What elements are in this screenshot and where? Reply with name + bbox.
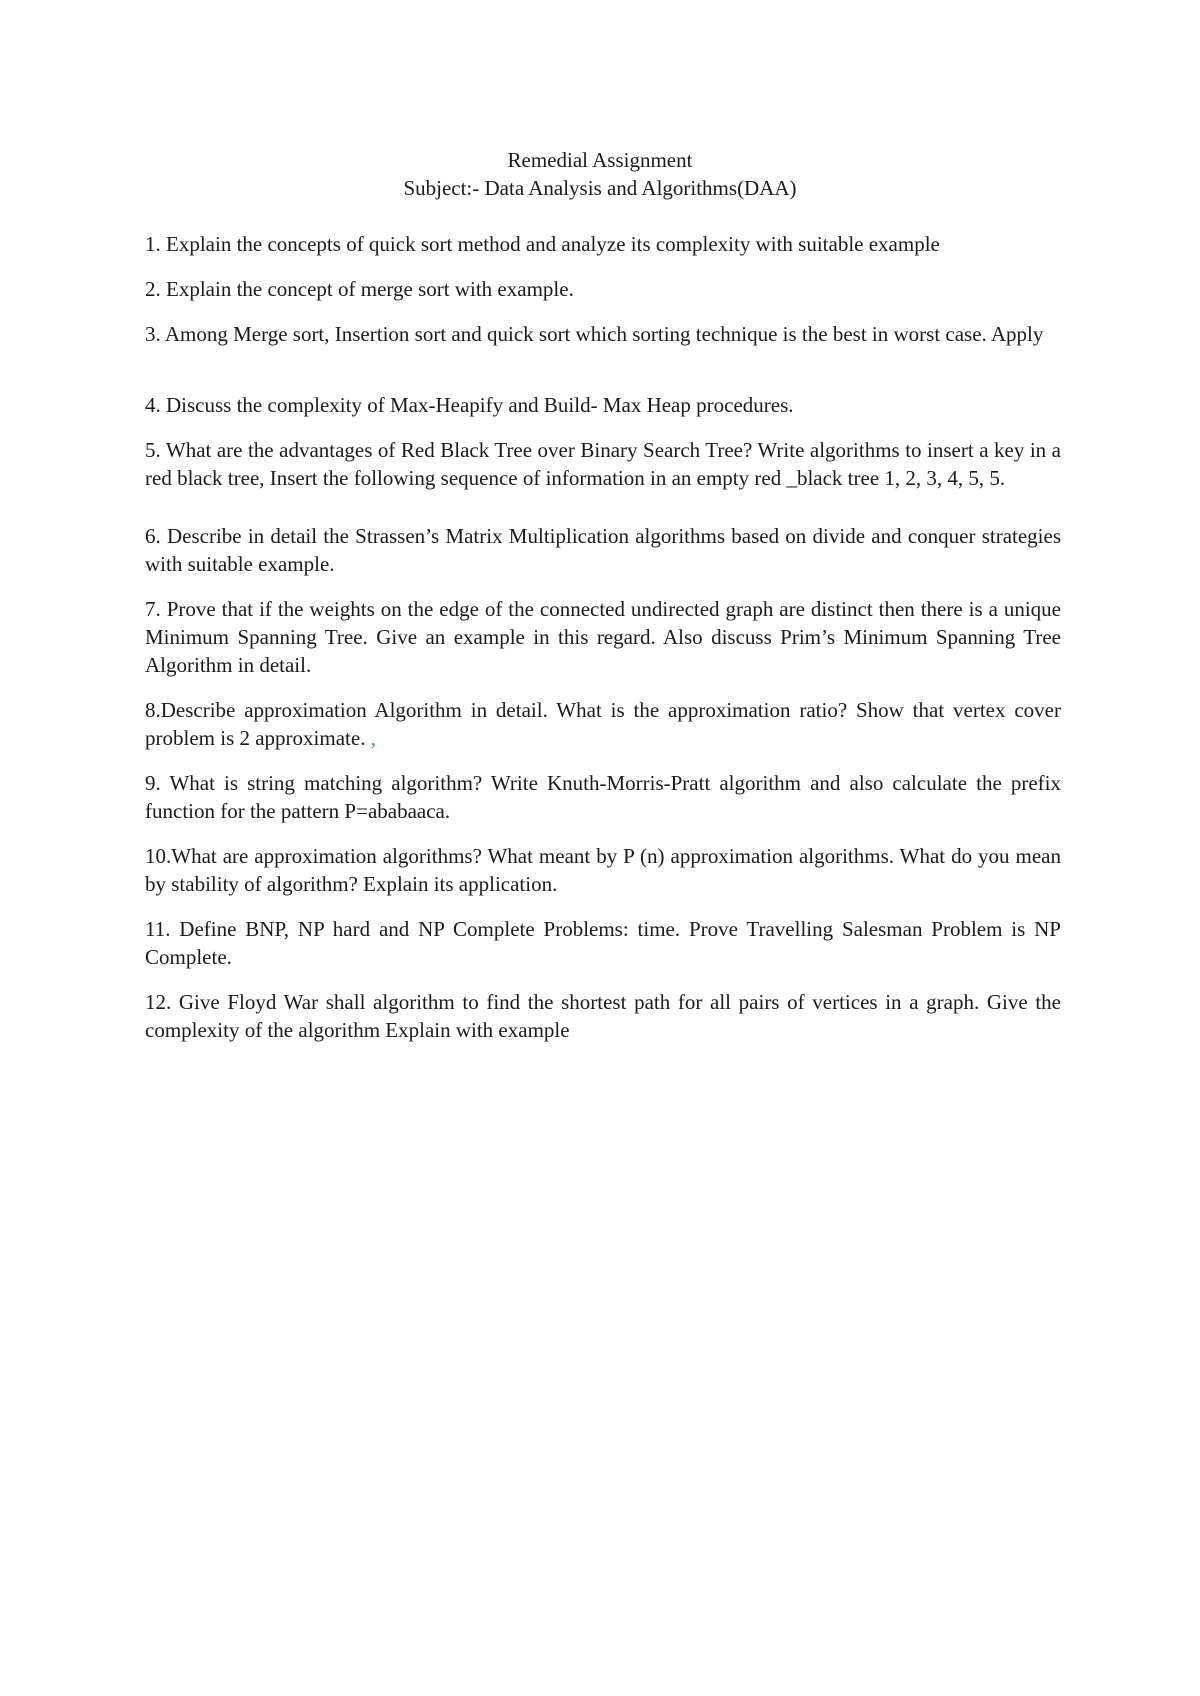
question-11: 11. Define BNP, NP hard and NP Complete Problems: time. Prove Travelling Salesman Problem is NP Complete.	[145, 917, 1061, 969]
question-6: 6. Describe in detail the Strassen’s Matrix Multiplication algorithms based on divide and conquer strategies with suitable example.	[145, 524, 1061, 576]
question-7: 7. Prove that if the weights on the edge of the connected undirected graph are distinct then there is a unique Minimum Spanning Tree. Give an example in this regard. Also discuss Prim’s Minimum Spanning Tree Algorithm in detail.	[145, 597, 1061, 677]
question-3: 3. Among Merge sort, Insertion sort and quick sort which sorting technique is the best in worst case. Apply	[145, 322, 1044, 346]
question-2: 2. Explain the concept of merge sort with example.	[145, 277, 574, 301]
question-8-mark: ,	[370, 726, 376, 750]
document-title: Remedial Assignment	[507, 148, 693, 172]
question-8-text: 8.Describe approximation Algorithm in detail. What is the approximation ratio? Show that vertex cover problem is 2 approximate.	[145, 698, 1061, 750]
question-9: 9. What is string matching algorithm? Write Knuth-Morris-Pratt algorithm and also calculate the prefix function for the pattern P=ababaaca.	[145, 771, 1061, 823]
question-8	[145, 696, 1061, 752]
question-10: 10.What are approximation algorithms? What meant by P (n) approximation algorithms. What do you mean by stability of algorithm? Explain its application.	[145, 844, 1061, 896]
question-1: 1. Explain the concepts of quick sort method and analyze its complexity with suitable example	[145, 232, 940, 256]
question-5: 5. What are the advantages of Red Black Tree over Binary Search Tree? Write algorithms to insert a key in a red black tree, Insert the following sequence of information in an empty red _black tree 1, 2, 3, 4, 5, 5.	[145, 438, 1061, 490]
question-list	[145, 230, 1061, 1061]
question-12: 12. Give Floyd War shall algorithm to find the shortest path for all pairs of vertices in a graph. Give the complexity of the algorithm Explain with example	[145, 990, 1061, 1042]
document-subject: Subject:- Data Analysis and Algorithms(DAA)	[403, 176, 797, 200]
question-4: 4. Discuss the complexity of Max-Heapify and Build- Max Heap procedures.	[145, 393, 794, 417]
document-header	[0, 146, 1200, 202]
